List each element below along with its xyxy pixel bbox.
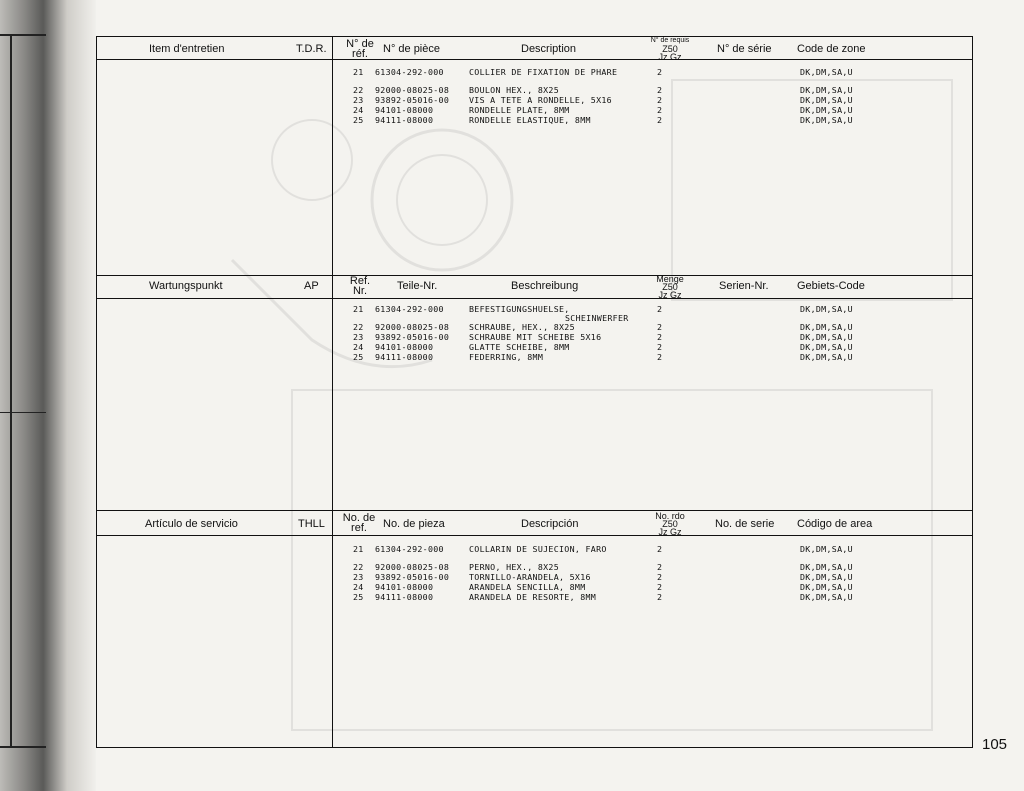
desc-cell: TORNILLO-ARANDELA, 5X16 (469, 572, 591, 582)
header-ref: No. de ref. (342, 512, 376, 534)
ref-cell: 24 (353, 582, 364, 592)
qty-cell: 2 (657, 115, 663, 125)
header-ref: Ref. Nr. (349, 275, 371, 297)
header-zone: Code de zone (797, 43, 866, 55)
left-frame-vertical (10, 34, 12, 748)
desc-cell: SCHRAUBE, HEX., 8X25 (469, 322, 575, 332)
page-number: 105 (982, 736, 1008, 753)
ref-cell: 23 (353, 95, 364, 105)
zone-cell: DK,DM,SA,U (800, 572, 853, 582)
left-frame-line (0, 34, 46, 36)
header-part: N° de pièce (383, 43, 440, 55)
desc-cell: COLLIER DE FIXATION DE PHARE (469, 67, 618, 77)
desc-cell: VIS A TETE A RONDELLE, 5X16 (469, 95, 612, 105)
header-item: Wartungspunkt (149, 280, 223, 292)
left-frame-line-mid (0, 412, 46, 413)
qty-cell: 2 (657, 562, 663, 572)
part-cell: 92000-08025-08 (375, 322, 450, 332)
parts-list-table (96, 36, 973, 748)
header-item: Artículo de servicio (145, 518, 238, 530)
desc-cell: BOULON HEX., 8X25 (469, 85, 560, 95)
header-code: THLL (298, 518, 325, 530)
zone-cell: DK,DM,SA,U (800, 592, 853, 602)
ref-cell: 22 (353, 562, 364, 572)
ref-cell: 25 (353, 592, 364, 602)
part-cell: 94111-08000 (375, 352, 434, 362)
ref-cell: 24 (353, 342, 364, 352)
header-zone: Gebiets-Code (797, 280, 865, 292)
zone-cell: DK,DM,SA,U (800, 322, 853, 332)
desc-cell-continued: SCHEINWERFER (565, 313, 629, 323)
part-cell: 94101-08000 (375, 342, 434, 352)
part-cell: 61304-292-000 (375, 544, 444, 554)
qty-cell: 2 (657, 332, 663, 342)
part-cell: 94101-08000 (375, 105, 434, 115)
qty-cell: 2 (657, 582, 663, 592)
header-desc: Descripción (521, 518, 579, 530)
ref-cell: 24 (353, 105, 364, 115)
desc-cell: SCHRAUBE MIT SCHEIBE 5X16 (469, 332, 602, 342)
ref-cell: 21 (353, 67, 364, 77)
qty-cell: 2 (657, 304, 663, 314)
part-cell: 93892-05016-00 (375, 95, 450, 105)
header-menge: Menge Z50 Jz Gz (656, 274, 684, 300)
qty-cell: 2 (657, 544, 663, 554)
binding-shadow (0, 0, 96, 791)
header-requis: N° de requis Z50 Jz Gz (650, 37, 690, 62)
ref-cell: 22 (353, 322, 364, 332)
zone-cell: DK,DM,SA,U (800, 95, 853, 105)
ref-cell: 23 (353, 332, 364, 342)
zone-cell: DK,DM,SA,U (800, 67, 853, 77)
qty-cell: 2 (657, 95, 663, 105)
column-divider (332, 37, 333, 747)
header-part: Teile-Nr. (397, 280, 438, 292)
qty-cell: 2 (657, 342, 663, 352)
part-cell: 92000-08025-08 (375, 85, 450, 95)
qty-cell: 2 (657, 105, 663, 115)
ref-cell: 21 (353, 544, 364, 554)
header-code: T.D.R. (296, 43, 327, 55)
part-cell: 93892-05016-00 (375, 332, 450, 342)
qty-cell: 2 (657, 67, 663, 77)
header-serial: No. de serie (715, 518, 775, 530)
header-desc: Description (521, 43, 577, 55)
part-cell: 94111-08000 (375, 592, 434, 602)
desc-cell: FEDERRING, 8MM (469, 352, 544, 362)
header-code: AP (304, 280, 319, 292)
desc-cell: COLLARIN DE SUJECION, FARO (469, 544, 607, 554)
desc-cell: BEFESTIGUNGSHUELSE, (469, 304, 570, 314)
desc-cell: ARANDELA SENCILLA, 8MM (469, 582, 586, 592)
header-zone: Código de area (797, 518, 873, 530)
part-cell: 61304-292-000 (375, 67, 444, 77)
zone-cell: DK,DM,SA,U (800, 85, 853, 95)
part-cell: 93892-05016-00 (375, 572, 450, 582)
header-rule-1 (97, 59, 972, 60)
section-divider-1 (97, 275, 972, 276)
header-serial: Serien-Nr. (719, 280, 769, 292)
desc-cell: PERNO, HEX., 8X25 (469, 562, 560, 572)
zone-cell: DK,DM,SA,U (800, 105, 853, 115)
zone-cell: DK,DM,SA,U (800, 115, 853, 125)
ref-cell: 23 (353, 572, 364, 582)
zone-cell: DK,DM,SA,U (800, 332, 853, 342)
qty-cell: 2 (657, 85, 663, 95)
header-serial: N° de série (717, 43, 772, 55)
desc-cell: ARANDELA DE RESORTE, 8MM (469, 592, 597, 602)
desc-cell: GLATTE SCHEIBE, 8MM (469, 342, 570, 352)
zone-cell: DK,DM,SA,U (800, 582, 853, 592)
zone-cell: DK,DM,SA,U (800, 562, 853, 572)
ref-cell: 25 (353, 115, 364, 125)
desc-cell: RONDELLE PLATE, 8MM (469, 105, 570, 115)
zone-cell: DK,DM,SA,U (800, 352, 853, 362)
header-rdo: No. rdo Z50 Jz Gz (655, 511, 685, 537)
part-cell: 94111-08000 (375, 115, 434, 125)
part-cell: 92000-08025-08 (375, 562, 450, 572)
ref-cell: 25 (353, 352, 364, 362)
header-part: No. de pieza (383, 518, 445, 530)
zone-cell: DK,DM,SA,U (800, 342, 853, 352)
header-rule-3 (97, 535, 972, 536)
part-cell: 94101-08000 (375, 582, 434, 592)
header-item: Item d'entretien (149, 43, 225, 55)
zone-cell: DK,DM,SA,U (800, 304, 853, 314)
ref-cell: 22 (353, 85, 364, 95)
zone-cell: DK,DM,SA,U (800, 544, 853, 554)
qty-cell: 2 (657, 572, 663, 582)
header-ref: N° de réf. (346, 38, 374, 60)
header-desc: Beschreibung (511, 280, 579, 292)
qty-cell: 2 (657, 592, 663, 602)
desc-cell: RONDELLE ELASTIQUE, 8MM (469, 115, 591, 125)
left-frame-line-bottom (0, 746, 46, 748)
qty-cell: 2 (657, 322, 663, 332)
ref-cell: 21 (353, 304, 364, 314)
section-divider-2 (97, 510, 972, 511)
qty-cell: 2 (657, 352, 663, 362)
header-rule-2 (97, 298, 972, 299)
part-cell: 61304-292-000 (375, 304, 444, 314)
